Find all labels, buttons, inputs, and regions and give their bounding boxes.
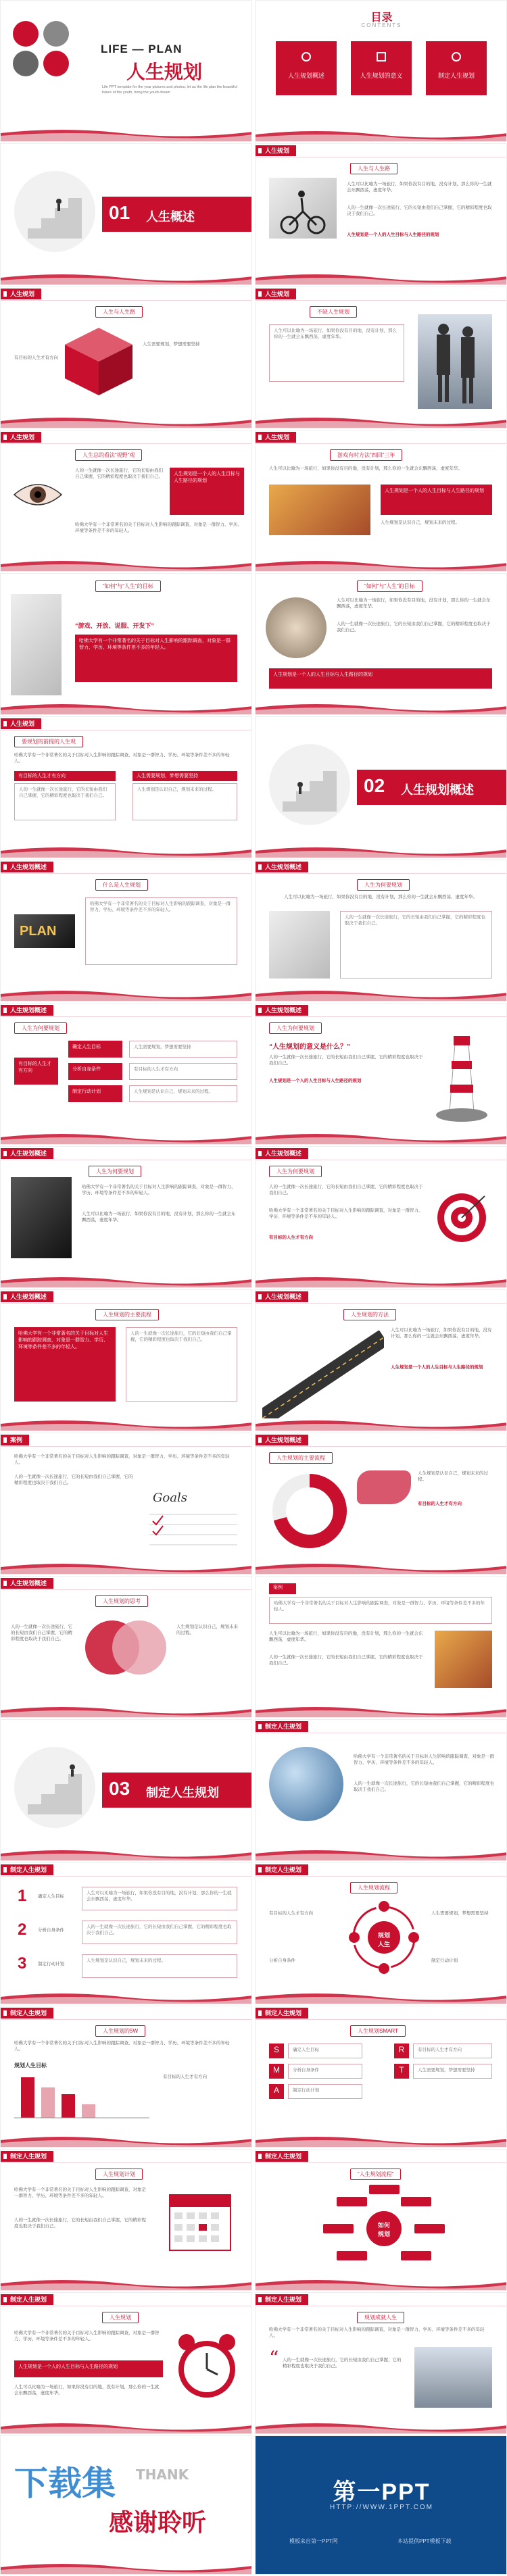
slide-city[interactable] [255,573,507,715]
basis-text-2: 人生规划是认识自己，规划未来的过程。 [132,783,237,820]
eye-desc-2: 哈佛大学有一个非常著名的关于目标对人生影响的跟踪调查，对象是一群智力、学历、环境等条件差不多的年轻人。 [75,522,242,533]
step-number-3: 3 [18,1954,27,1973]
slide-header: 制定人生规划 [256,2150,506,2163]
slide-bar-chart[interactable] [0,2006,252,2148]
bar-chart [14,2071,149,2125]
clock-desc: 哈佛大学有一个非常著名的关于目标对人生影响的跟踪调查，对象是一群智力、学历、环境等条件差不多的年轻人。 [14,2331,160,2342]
slide-header: 制定人生规划 [256,1720,506,1733]
slide-rays[interactable] [255,2149,507,2291]
donut-chart [269,1470,350,1552]
topic-pill: 人生为何要规划 [269,1166,322,1177]
calendar-icon [166,2187,234,2254]
slide-venn[interactable] [0,1576,252,1718]
toc-title: 目录 [370,12,393,24]
slide-header: 人生规划 [1,287,251,301]
runner-desc-2: 人生可以比喻为一场旅行，如果你没有目的地，没有计划，那么你的一生就会东飘西荡，虚度年华。 [82,1212,236,1222]
wave-decoration [1,126,252,141]
slide-runner[interactable] [0,1146,252,1288]
wave-decoration [1,1272,252,1287]
slide-header: 案例 [1,1433,251,1447]
step-desc-3: 人生规划是认识自己，规划未来的过程。 [82,1954,237,1978]
brand-logo: 第一PPT [333,2479,431,2505]
basis-red-box-2: 人生需要规划，梦想需要坚持 [132,771,237,781]
slide-header: 制定人生规划 [1,1863,251,1877]
wave-decoration [1,1416,252,1431]
eye-image [11,478,65,512]
thanks-title: 感谢聆听 [109,2508,207,2536]
smart-desc-m: 分析自身条件 [288,2064,362,2079]
basic-red-box: 哈佛大学有一个非常著名的关于目标对人生影响的跟踪调查，对象是一群智力、学历、环境等条件差不多的年轻人。 [14,1327,116,1402]
lighthouse-quote: “人生规划的意义是什么？” [269,1043,350,1051]
basis-text-1: 人的一生就像一次长途旅行，它的长短由我们自己掌握，它的精彩程度也取决于我们自己。 [14,783,116,820]
cycle-text-bottom-right: 制定行动计划 [431,1958,458,1963]
smart-letter-s: S [269,2044,284,2058]
target-desc-2: 哈佛大学有一个非常著名的关于目标对人生影响的跟踪调查，对象是一群智力、学历、环境等条件差不多的年轻人。 [269,1208,423,1219]
wave-decoration [256,1559,507,1574]
slide-section-01[interactable] [0,143,252,285]
flow-step-3: 制定行动计划 [68,1085,122,1102]
step-label-1: 确定人生目标 [38,1894,64,1899]
toc-subtitle: CONTENTS [361,22,402,28]
slide-header: 人生规划概述 [256,1433,506,1447]
slide-thanks[interactable] [0,2435,252,2575]
slide-header: 制定人生规划 [256,1863,506,1877]
thinking-desc: 哈佛大学有一个非常著名的关于目标对人生影响的跟踪调查，对象是一群智力、学历、环境等条件差不多的年轻人。 [269,2327,485,2338]
slide-brand[interactable] [255,2435,507,2575]
smart-letter-t: T [394,2064,409,2079]
slide-header: 人生规划概述 [1,860,251,874]
wave-decoration [1,556,252,571]
cube-label-right: 人生需要规划，梦想需要坚持 [143,342,200,347]
importance-list: 人的一生就像一次长途旅行，它的长短由我们自己掌握，它的精彩程度也取决于我们自己。 [340,911,492,979]
stairs-image [14,171,95,252]
wave-decoration [256,986,507,1001]
venn-left-text: 人的一生就像一次长途旅行，它的长短由我们自己掌握，它的精彩程度也取决于我们自己。 [11,1625,72,1641]
topic-pill: 人生规划SMART [350,2025,406,2037]
slide-pie[interactable] [255,1433,507,1575]
brand-note-1: 模板来自第一PPT网 [289,2538,338,2544]
pie-highlight: 有目标的人生才有方向 [418,1502,462,1506]
smart-desc-r: 有目标的人生才有方向 [413,2044,492,2058]
escher-image [11,594,62,695]
stairs-image [269,744,350,825]
wave-decoration [1,270,252,284]
slide-different[interactable] [255,287,507,428]
row-3 [0,287,507,430]
row-15 [0,2006,507,2149]
goals-word: Goals [153,1491,187,1505]
smart-letter-r: R [394,2044,409,2058]
topic-pill: 不缺人生规划 [310,306,357,318]
flow-desc-1: 人生需要规划，梦想需要坚持 [129,1041,237,1058]
slide-header: 制定人生规划 [1,2006,251,2020]
topic-pill: 人生规划的方法 [343,1309,396,1320]
topic-pill: “人生规划流程” [350,2169,401,2180]
row-12 [0,1576,507,1719]
road-desc: 人生可以比喻为一场旅行，如果你没有目的地，没有计划，那么你的一生就会东飘西荡，虚度年华。 [391,1328,492,1339]
section-title: 人生规划概述 [401,783,474,797]
goals-desc-2: 人的一生就像一次长途旅行，它的长短由我们自己掌握，它的精彩程度也取决于我们自己。 [14,1475,133,1485]
topic-pill: “如何”与“人生”的目标 [357,580,422,592]
slide-header: 人生规划概述 [256,1290,506,1304]
game-title: “游戏、开放、说服、开发下” [75,622,155,629]
slide-what-plan[interactable] [0,860,252,1001]
yarn-desc-2: 人生规划是认识自己，规划未来的过程。 [381,520,460,525]
slide-header: 人生规划概述 [256,860,506,874]
row-11 [0,1433,507,1576]
toc-item-1[interactable]: 人生规划概述 [276,41,337,95]
wave-decoration [256,126,507,141]
lighthouse-desc: 人的一生就像一次长途旅行，它的长短由我们自己掌握，它的精彩程度也取决于我们自己。 [269,1055,423,1066]
topic-pill: 人生规划的主要流程 [269,1452,333,1464]
row-14 [0,1862,507,2006]
slide-eye[interactable] [0,430,252,572]
life-desc-text: 人生可以比喻为一场旅行，如果你没有目的地，没有计划，那么你的一生就会东飘西荡，虚度年华。 [347,182,492,193]
plan-letters-photo: PLAN [14,914,75,948]
slide-cube[interactable] [0,287,252,428]
case-desc-2: 人的一生就像一次长途旅行，它的长短由我们自己掌握，它的精彩程度也取决于我们自己。 [269,1655,423,1666]
bar-chart-title: 规划人生目标 [14,2062,47,2069]
venn-diagram [78,1614,173,1681]
wave-decoration [256,556,507,571]
thinking-woman-photo [414,2347,492,2408]
smart-desc-a: 制定行动计划 [288,2084,362,2099]
topic-pill: 人生为何要规划 [269,1022,322,1034]
cycle-center-label: 规划 人生 [377,1932,390,1948]
life-plan-highlight: 人生规划是一个人的人生目标与人生路径的规划 [347,232,439,237]
slide-header: 人生规划概述 [256,1147,506,1160]
flow-left-box: 有目标的人生才有方向 [14,1058,58,1085]
basic-text-box: 人的一生就像一次长途旅行，它的长短由我们自己掌握，它的精彩程度也取决于我们自己。 [126,1327,237,1402]
target-icon [435,1191,489,1245]
slide-calendar[interactable] [0,2149,252,2291]
slide-cycle[interactable] [255,1862,507,2004]
stairs-image [14,1747,95,1828]
smart-letter-a: A [269,2084,284,2099]
mosaic-image [435,1631,492,1688]
road-highlight: 人生规划是一个人的人生目标与人生路径的规划 [391,1365,483,1370]
chart-icon [377,52,386,61]
slide-header: 制定人生规划 [256,2293,506,2306]
topic-pill: 人生为何要规划 [357,879,410,891]
thinking-quote: 人的一生就像一次长途旅行，它的长短由我们自己掌握，它的精彩程度也取决于我们自己。 [283,2358,402,2369]
slide-lighthouse[interactable] [255,1003,507,1145]
wave-decoration [256,1416,507,1431]
cover-title-en: LIFE — PLAN [101,43,183,55]
slide-thinking[interactable] [255,2292,507,2434]
different-text-box: 人生可以比喻为一场旅行，如果你没有目的地，没有计划，那么你的一生就会东飘西荡，虚度年华。 [269,324,404,382]
wave-decoration [256,843,507,858]
step-number-2: 2 [18,1921,27,1939]
elderly-couple-photo [269,911,330,979]
wave-decoration [256,1989,507,2004]
world-map [357,1470,411,1504]
city-image [266,597,327,658]
wave-decoration [256,270,507,284]
quote-mark-icon: “ [269,2347,279,2369]
circle-cluster [6,21,107,82]
clock-desc-2: 人生可以比喻为一场旅行，如果你没有目的地，没有计划，那么你的一生就会东飘西荡，虚度年华。 [14,2385,160,2396]
topic-pill: 人生规划的5W [95,2025,145,2037]
business-people-photo [418,314,492,409]
cycle-text-right: 人生需要规划，梦想需要坚持 [431,1911,489,1916]
section-title: 人生概述 [146,210,195,224]
row-4 [0,430,507,573]
step-desc-1: 人生可以比喻为一场旅行，如果你没有目的地，没有计划，那么你的一生就会东飘西荡，虚度年华。 [82,1887,237,1910]
slide-header: 人生规划概述 [1,1290,251,1304]
flow-step-1: 确定人生目标 [68,1041,122,1058]
rays-center-label: 如何 规划 [377,2222,390,2237]
user-icon [301,52,311,61]
cube-graphic [62,324,136,399]
topic-pill: 人生为何要规划 [14,1022,67,1034]
slide-road[interactable] [255,1289,507,1431]
checklist-image [149,1508,237,1548]
slide-smart[interactable] [255,2006,507,2148]
runner-desc: 哈佛大学有一个非常著名的关于目标对人生影响的跟踪调查，对象是一群智力、学历、环境等条件差不多的年轻人。 [82,1185,236,1195]
wave-decoration [1,986,252,1001]
target-icon [452,52,461,61]
case-text-box: 哈佛大学有一个非常著名的关于目标对人生影响的跟踪调查，对象是一群智力、学历、环境等条件差不多的年轻人。 [269,1597,492,1624]
row-1 [0,0,507,143]
bar-legend: 有目标的人生才有方向 [163,2075,207,2079]
slide-header: 人生规划 [1,717,251,730]
wave-decoration [1,1559,252,1574]
cycle-text-left: 有目标的人生才有方向 [269,1911,313,1916]
clock-red-box: 人生规划是一个人的人生目标与人生路径的规划 [14,2360,163,2377]
basis-desc: 哈佛大学有一个非常著名的关于目标对人生影响的跟踪调查，对象是一群智力、学历、环境等条件差不多的年轻人。 [14,753,230,764]
slide-header: 制定人生规划 [256,2006,506,2020]
goals-desc: 哈佛大学有一个非常著名的关于目标对人生影响的跟踪调查，对象是一群智力、学历、环境等条件差不多的年轻人。 [14,1454,230,1465]
life-quote-text: 人的一生就像一次长途旅行，它的长短由我们自己掌握，它的精彩程度也取决于我们自己。 [347,205,492,216]
row-17 [0,2292,507,2435]
game-red-box: 哈佛大学有一个非常著名的关于目标对人生影响的跟踪调查，对象是一群智力、学历、环境等条件差不多的年轻人。 [75,635,237,682]
slide-header: 人生规划 [256,144,506,157]
lighthouse-highlight: 人生规划是一个人的人生目标与人生路径的规划 [269,1079,362,1083]
flow-desc-2: 有目标的人生才有方向 [129,1063,237,1080]
slide-target[interactable] [255,1146,507,1288]
brand-note-2: 本站提供PPT模板下载 [397,2538,452,2544]
row-6 [0,716,507,860]
road-image [262,1331,384,1418]
brand-url[interactable]: HTTP://WWW.1PPT.COM [330,2504,433,2511]
topic-pill: 游戏有时方法“四回”三年 [330,449,402,461]
calendar-desc-2: 人的一生就像一次长途旅行，它的长短由我们自己掌握，它的精彩程度也取决于我们自己。 [14,2218,146,2229]
yarn-desc: 人生可以比喻为一场旅行，如果你没有目的地，没有计划，那么你的一生就会东飘西荡，虚度年华。 [269,466,462,471]
wave-decoration [256,413,507,428]
row-18 [0,2435,507,2576]
slide-clock[interactable] [0,2292,252,2434]
wave-decoration [1,2419,252,2433]
slide-make-plan-intro[interactable] [255,1719,507,1861]
topic-pill: 人生规划流程 [350,1882,397,1893]
wave-decoration [1,699,252,714]
wave-decoration [1,2559,252,2574]
toc-item-3[interactable]: 制定人生规划 [426,41,487,95]
section-number: 01 [109,202,130,223]
wave-decoration [256,1272,507,1287]
slide-case-mosaic[interactable] [255,1576,507,1718]
alarm-clock-icon [173,2330,241,2404]
row-2 [0,143,507,287]
section-number: 02 [364,775,385,796]
slide-header: 人生规划 [256,287,506,301]
slide-header: 人生规划概述 [256,1004,506,1017]
topic-pill: 人生规划的思考 [95,1595,148,1607]
slide-header: 人生规划概述 [1,1004,251,1017]
basis-red-box-1: 有目标的人生才有方向 [14,771,116,781]
topic-pill: 人生规划的主要流程 [95,1309,159,1320]
wave-decoration [256,1129,507,1144]
row-9 [0,1146,507,1289]
wave-decoration [256,2132,507,2147]
topic-pill: 人生与人生路 [350,163,397,174]
wave-decoration [256,2419,507,2433]
calendar-desc: 哈佛大学有一个非常著名的关于目标对人生影响的跟踪调查，对象是一群智力、学历、环境等条件差不多的年轻人。 [14,2187,146,2198]
slide-yarn[interactable] [255,430,507,572]
row-5 [0,573,507,716]
step-label-2: 分析自身条件 [38,1928,64,1933]
slide-toc[interactable] [255,0,507,142]
eye-red-box: 人生规划是一个人的人生目标与人生路径的规划 [170,468,244,515]
case-desc: 人生可以比喻为一场旅行，如果你没有目的地，没有计划，那么你的一生就会东飘西荡，虚度年华。 [269,1631,423,1642]
slide-cover[interactable] [0,0,252,142]
cover-title-cn: 人生规划 [126,61,203,82]
wave-decoration [256,2275,507,2290]
what-plan-text: 哈佛大学有一个非常著名的关于目标对人生影响的跟踪调查，对象是一群智力、学历、环境等条件差不多的年轻人。 [85,897,237,965]
slide-section-03[interactable] [0,1719,252,1861]
runner-photo [11,1177,72,1258]
target-desc: 人的一生就像一次长途旅行，它的长短由我们自己掌握，它的精彩程度也取决于我们自己。 [269,1185,423,1195]
row-8 [0,1003,507,1146]
toc-item-2[interactable]: 人生规划的意义 [351,41,412,95]
cycle-text-bottom-left: 分析自身条件 [269,1958,295,1963]
cube-label-left: 有目标的人生才有方向 [14,355,58,360]
flow-desc-3: 人生规划是认识自己，规划未来的过程。 [129,1085,237,1102]
slide-steps[interactable] [0,1862,252,2004]
target-highlight: 有目标的人生才有方向 [269,1235,313,1240]
topic-pill: 人生规划计划 [95,2169,143,2180]
row-10 [0,1289,507,1433]
wave-decoration [1,1846,252,1860]
venn-right-text: 人生规划是认识自己，规划未来的过程。 [176,1625,238,1635]
wave-decoration [1,1989,252,2004]
topic-pill: 人生规划 [102,2312,139,2323]
pie-desc: 人生规划是认识自己，规划未来的过程。 [418,1471,488,1482]
slide-header: 制定人生规划 [1,2293,251,2306]
importance-desc: 人生可以比喻为一场旅行，如果你没有目的地，没有计划，那么你的一生就会东飘西荡，虚度年华。 [284,895,477,899]
slide-basis[interactable] [0,716,252,858]
row-16 [0,2149,507,2292]
make-plan-desc: 哈佛大学有一个非常著名的关于目标对人生影响的跟踪调查，对象是一群智力、学历、环境等条件差不多的年轻人。 [354,1754,494,1765]
smart-desc-t: 人生需要规划，梦想需要坚持 [413,2064,492,2079]
slide-header: 人生规划 [256,430,506,444]
wave-decoration [256,1846,507,1860]
step-label-3: 制定行动计划 [38,1962,64,1966]
slide-header: 人生规划概述 [1,1577,251,1590]
slide-goals[interactable] [0,1433,252,1575]
topic-pill: 人生总的看法“视野”观 [75,449,142,461]
lighthouse-image [435,1031,489,1125]
cyclist-photo [269,178,337,239]
city-desc: 人生可以比喻为一场旅行，如果你没有目的地，没有计划，那么你的一生就会东飘西荡，虚度年华。 [337,598,491,609]
slide-header: 制定人生规划 [1,2150,251,2163]
watermark-cn: 下载集 [14,2464,116,2503]
slide-section-02[interactable] [255,716,507,858]
city-desc-2: 人的一生就像一次长途旅行，它的长短由我们自己掌握，它的精彩程度也取决于我们自己。 [337,622,491,633]
wave-decoration [256,699,507,714]
step-desc-2: 人的一生就像一次长途旅行，它的长短由我们自己掌握，它的精彩程度也取决于我们自己。 [82,1921,237,1944]
section-title: 制定人生规划 [146,1786,219,1800]
city-red-box: 人生规划是一个人的人生目标与人生路径的规划 [269,668,492,689]
wave-decoration [1,413,252,428]
globe-image [269,1747,343,1821]
slide-basic-flow[interactable] [0,1289,252,1431]
topic-pill: “如何”与“人生”的目标 [95,580,161,592]
bar-desc: 哈佛大学有一个非常著名的关于目标对人生影响的跟踪调查，对象是一群智力、学历、环境等条件差不多的年轻人。 [14,2041,230,2052]
slide-escher[interactable] [0,573,252,715]
step-number-1: 1 [18,1887,27,1905]
yarn-photo [269,485,370,535]
wave-decoration [1,843,252,858]
slide-importance-flow[interactable] [0,1003,252,1145]
slide-life-walk[interactable] [255,143,507,285]
eye-desc: 人的一生就像一次长途旅行，它的长短由我们自己掌握，它的精彩程度也取决于我们自己。 [75,468,163,479]
topic-pill: 规划成就人生 [357,2312,404,2323]
wave-decoration [1,1129,252,1144]
watermark-en: THANK [136,2467,189,2483]
flow-step-2: 分析自身条件 [68,1063,122,1080]
row-13 [0,1719,507,1862]
topic-pill: 要规划的前提的人生观 [14,736,83,747]
topic-pill: 人生为何要规划 [89,1166,141,1177]
wave-decoration [1,2275,252,2290]
smart-letter-m: M [269,2064,284,2079]
topic-pill: 什么是人生规划 [95,879,148,891]
yarn-red-box: 人生规划是一个人的人生目标与人生路径的规划 [381,485,492,515]
topic-pill: 人生与人生路 [95,306,143,318]
wave-decoration [1,1702,252,1717]
smart-desc-s: 确定人生目标 [288,2044,362,2058]
make-plan-desc-2: 人的一生就像一次长途旅行，它的长短由我们自己掌握，它的精彩程度也取决于我们自己。 [354,1781,494,1792]
slide-header: 人生规划 [1,430,251,444]
wave-decoration [1,2132,252,2147]
row-7 [0,860,507,1003]
slide-header: 人生规划概述 [1,1147,251,1160]
case-tag: 案例 [269,1583,296,1594]
wave-decoration [256,1702,507,1717]
cover-subtitle: Life PPT template for the year pictures and photos, let us the life plan the beautiful future of the youth, bring the youth dream [102,85,237,95]
slide-importance-elderly[interactable] [255,860,507,1001]
section-number: 03 [109,1778,130,1799]
